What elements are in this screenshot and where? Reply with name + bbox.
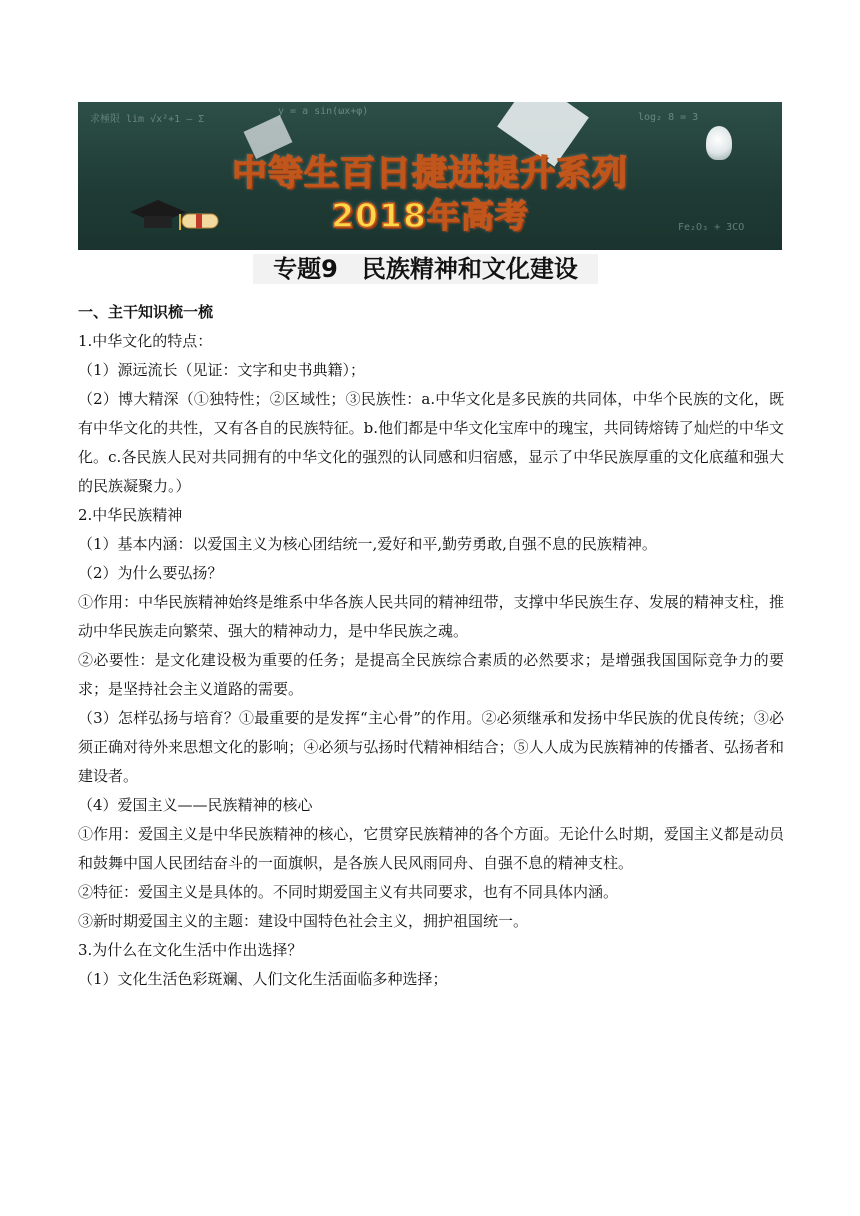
document-body [78,298,784,994]
paragraph: 2.中华民族精神 [78,506,183,524]
paragraph: （1）基本内涵：以爱国主义为核心团结统一,爱好和平,勤劳勇敢,自强不息的民族精神。 [78,535,657,553]
paragraph: 3.为什么在文化生活中作出选择？ [78,941,303,959]
paragraph: ①作用：中华民族精神始终是维系中华各族人民共同的精神纽带，支撑中华民族生存、发展的精神支柱，推动中华民族走向繁荣、强大的精神动力，是中华民族之魂。 [78,593,784,640]
paragraph: （2）博大精深（①独特性；②区域性；③民族性：a.中华文化是多民族的共同体，中华个民族的文化，既有中华文化的共性，又有各自的民族特征。b.他们都是中华文化宝库中的瑰宝，共同铸熔铸了灿烂的中华文化。c.各民族人民对共同拥有的中华文化的强烈的认同感和归宿感，显示了中华民族厚重的文化底蕴和强大的民族凝聚力。） [78,390,784,495]
chalk-scribble: Fe₂O₃ + 3CO [678,222,745,233]
paragraph: （1）源远流长（见证：文字和史书典籍）； [78,361,366,379]
paragraph: ②特征：爱国主义是具体的。不同时期爱国主义有共同要求，也有不同具体内涵。 [78,883,619,901]
section-heading: 一、主干知识梳一梳 [78,303,214,321]
header-banner [78,102,782,250]
chalk-scribble: 求極限 lim √x²+1 — Σ [90,114,205,125]
banner-year-title: 2018年高考 [331,196,529,235]
paragraph: ③新时期爱国主义的主题：建设中国特色社会主义，拥护祖国统一。 [78,912,529,930]
paragraph: （1）文化生活色彩斑斓、人们文化生活面临多种选择； [78,970,448,988]
topic-title: 专题9 民族精神和文化建设 [253,254,598,284]
paragraph: ①作用：爱国主义是中华民族精神的核心，它贯穿民族精神的各个方面。无论什么时期，爱国主义都是动员和鼓舞中国人民团结奋斗的一面旗帜，是各族人民风雨同舟、自强不息的精神支柱。 [78,825,784,872]
banner-title: 中等生百日捷进提升系列 [231,154,628,194]
paragraph: （2）为什么要弘扬？ [78,564,223,582]
paragraph: ②必要性：是文化建设极为重要的任务；是提高全民族综合素质的必然要求；是增强我国国际竞争力的要求；是坚持社会主义道路的需要。 [78,651,784,698]
paragraph: （3）怎样弘扬与培育？①最重要的是发挥“主心骨”的作用。②必须继承和发扬中华民族的优良传统；③必须正确对待外来思想文化的影响；④必须与弘扬时代精神相结合；⑤人人成为民族精神的传播者、弘扬者和建设者。 [78,709,784,785]
chalk-scribble: log₂ 8 = 3 [638,112,699,123]
paragraph: （4）爱国主义——民族精神的核心 [78,796,313,814]
paragraph: 1.中华文化的特点： [78,332,213,350]
chalk-scribble: y = a sin(ωx+φ) [278,106,369,117]
